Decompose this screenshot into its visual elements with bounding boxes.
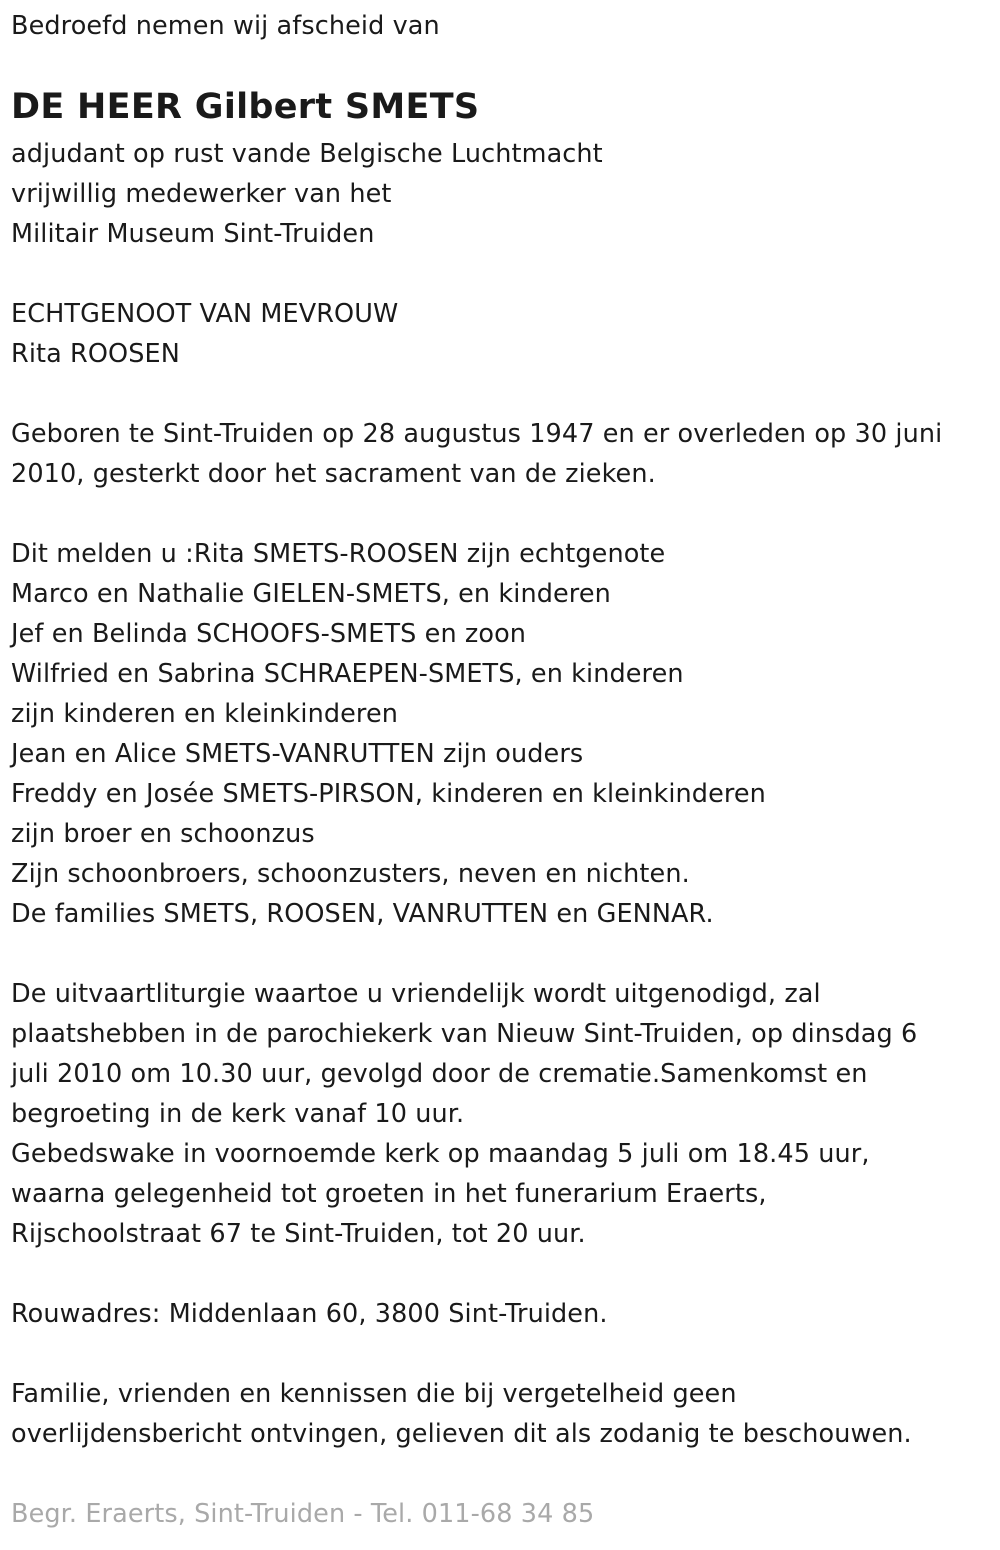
- spouse-line: Rita ROOSEN: [11, 339, 180, 369]
- notice-block: [11, 1374, 988, 1454]
- deceased-name: DE HEER Gilbert SMETS: [11, 87, 480, 127]
- title-line: Militair Museum Sint-Truiden: [11, 219, 375, 249]
- birth-death-block: [11, 414, 988, 494]
- title-line: vrijwillig medewerker van het: [11, 179, 392, 209]
- funeral-line: juli 2010 om 10.30 uur, gevolgd door de crematie.Samenkomst en: [11, 1059, 868, 1089]
- family-line: Dit melden u :Rita SMETS-ROOSEN zijn echtgenote: [11, 539, 666, 569]
- undertaker-footer: Begr. Eraerts, Sint-Truiden - Tel. 011-68 34 85: [11, 1499, 595, 1529]
- mourning-address: Rouwadres: Middenlaan 60, 3800 Sint-Truiden.: [11, 1299, 608, 1329]
- family-line: Zijn schoonbroers, schoonzusters, neven en nichten.: [11, 859, 690, 889]
- intro-text: Bedroefd nemen wij afscheid van: [11, 11, 440, 41]
- spacer: [11, 374, 988, 414]
- funeral-line: De uitvaartliturgie waartoe u vriendelijk wordt uitgenodigd, zal: [11, 979, 821, 1009]
- family-line: Marco en Nathalie GIELEN-SMETS, en kinderen: [11, 579, 611, 609]
- notice-line: overlijdensbericht ontvingen, gelieven dit als zodanig te beschouwen.: [11, 1419, 912, 1449]
- funeral-line: Gebedswake in voornoemde kerk op maandag 5 juli om 18.45 uur,: [11, 1139, 870, 1169]
- family-block: [11, 534, 988, 934]
- title-line: adjudant op rust vande Belgische Luchtmacht: [11, 139, 603, 169]
- family-line: zijn broer en schoonzus: [11, 819, 315, 849]
- funeral-block: [11, 974, 988, 1254]
- family-line: Freddy en Josée SMETS-PIRSON, kinderen en kleinkinderen: [11, 779, 766, 809]
- family-line: Jef en Belinda SCHOOFS-SMETS en zoon: [11, 619, 527, 649]
- funeral-line: waarna gelegenheid tot groeten in het funerarium Eraerts,: [11, 1179, 767, 1209]
- funeral-line: begroeting in de kerk vanaf 10 uur.: [11, 1099, 465, 1129]
- family-line: Wilfried en Sabrina SCHRAEPEN-SMETS, en kinderen: [11, 659, 684, 689]
- family-line: Jean en Alice SMETS-VANRUTTEN zijn ouders: [11, 739, 584, 769]
- family-line: De families SMETS, ROOSEN, VANRUTTEN en GENNAR.: [11, 899, 714, 929]
- titles-block: [11, 134, 988, 254]
- spacer: [11, 934, 988, 974]
- family-line: zijn kinderen en kleinkinderen: [11, 699, 398, 729]
- funeral-line: plaatshebben in de parochiekerk van Nieuw Sint-Truiden, op dinsdag 6: [11, 1019, 918, 1049]
- notice-line: Familie, vrienden en kennissen die bij vergetelheid geen: [11, 1379, 737, 1409]
- spacer: [11, 1334, 988, 1374]
- spacer: [11, 254, 988, 294]
- spacer: [11, 494, 988, 534]
- spouse-block: [11, 294, 988, 374]
- birth-death-line: Geboren te Sint-Truiden op 28 augustus 1947 en er overleden op 30 juni: [11, 419, 943, 449]
- spouse-line: ECHTGENOOT VAN MEVROUW: [11, 299, 399, 329]
- birth-death-line: 2010, gesterkt door het sacrament van de zieken.: [11, 459, 656, 489]
- funeral-line: Rijschoolstraat 67 te Sint-Truiden, tot 20 uur.: [11, 1219, 586, 1249]
- spacer: [11, 1254, 988, 1294]
